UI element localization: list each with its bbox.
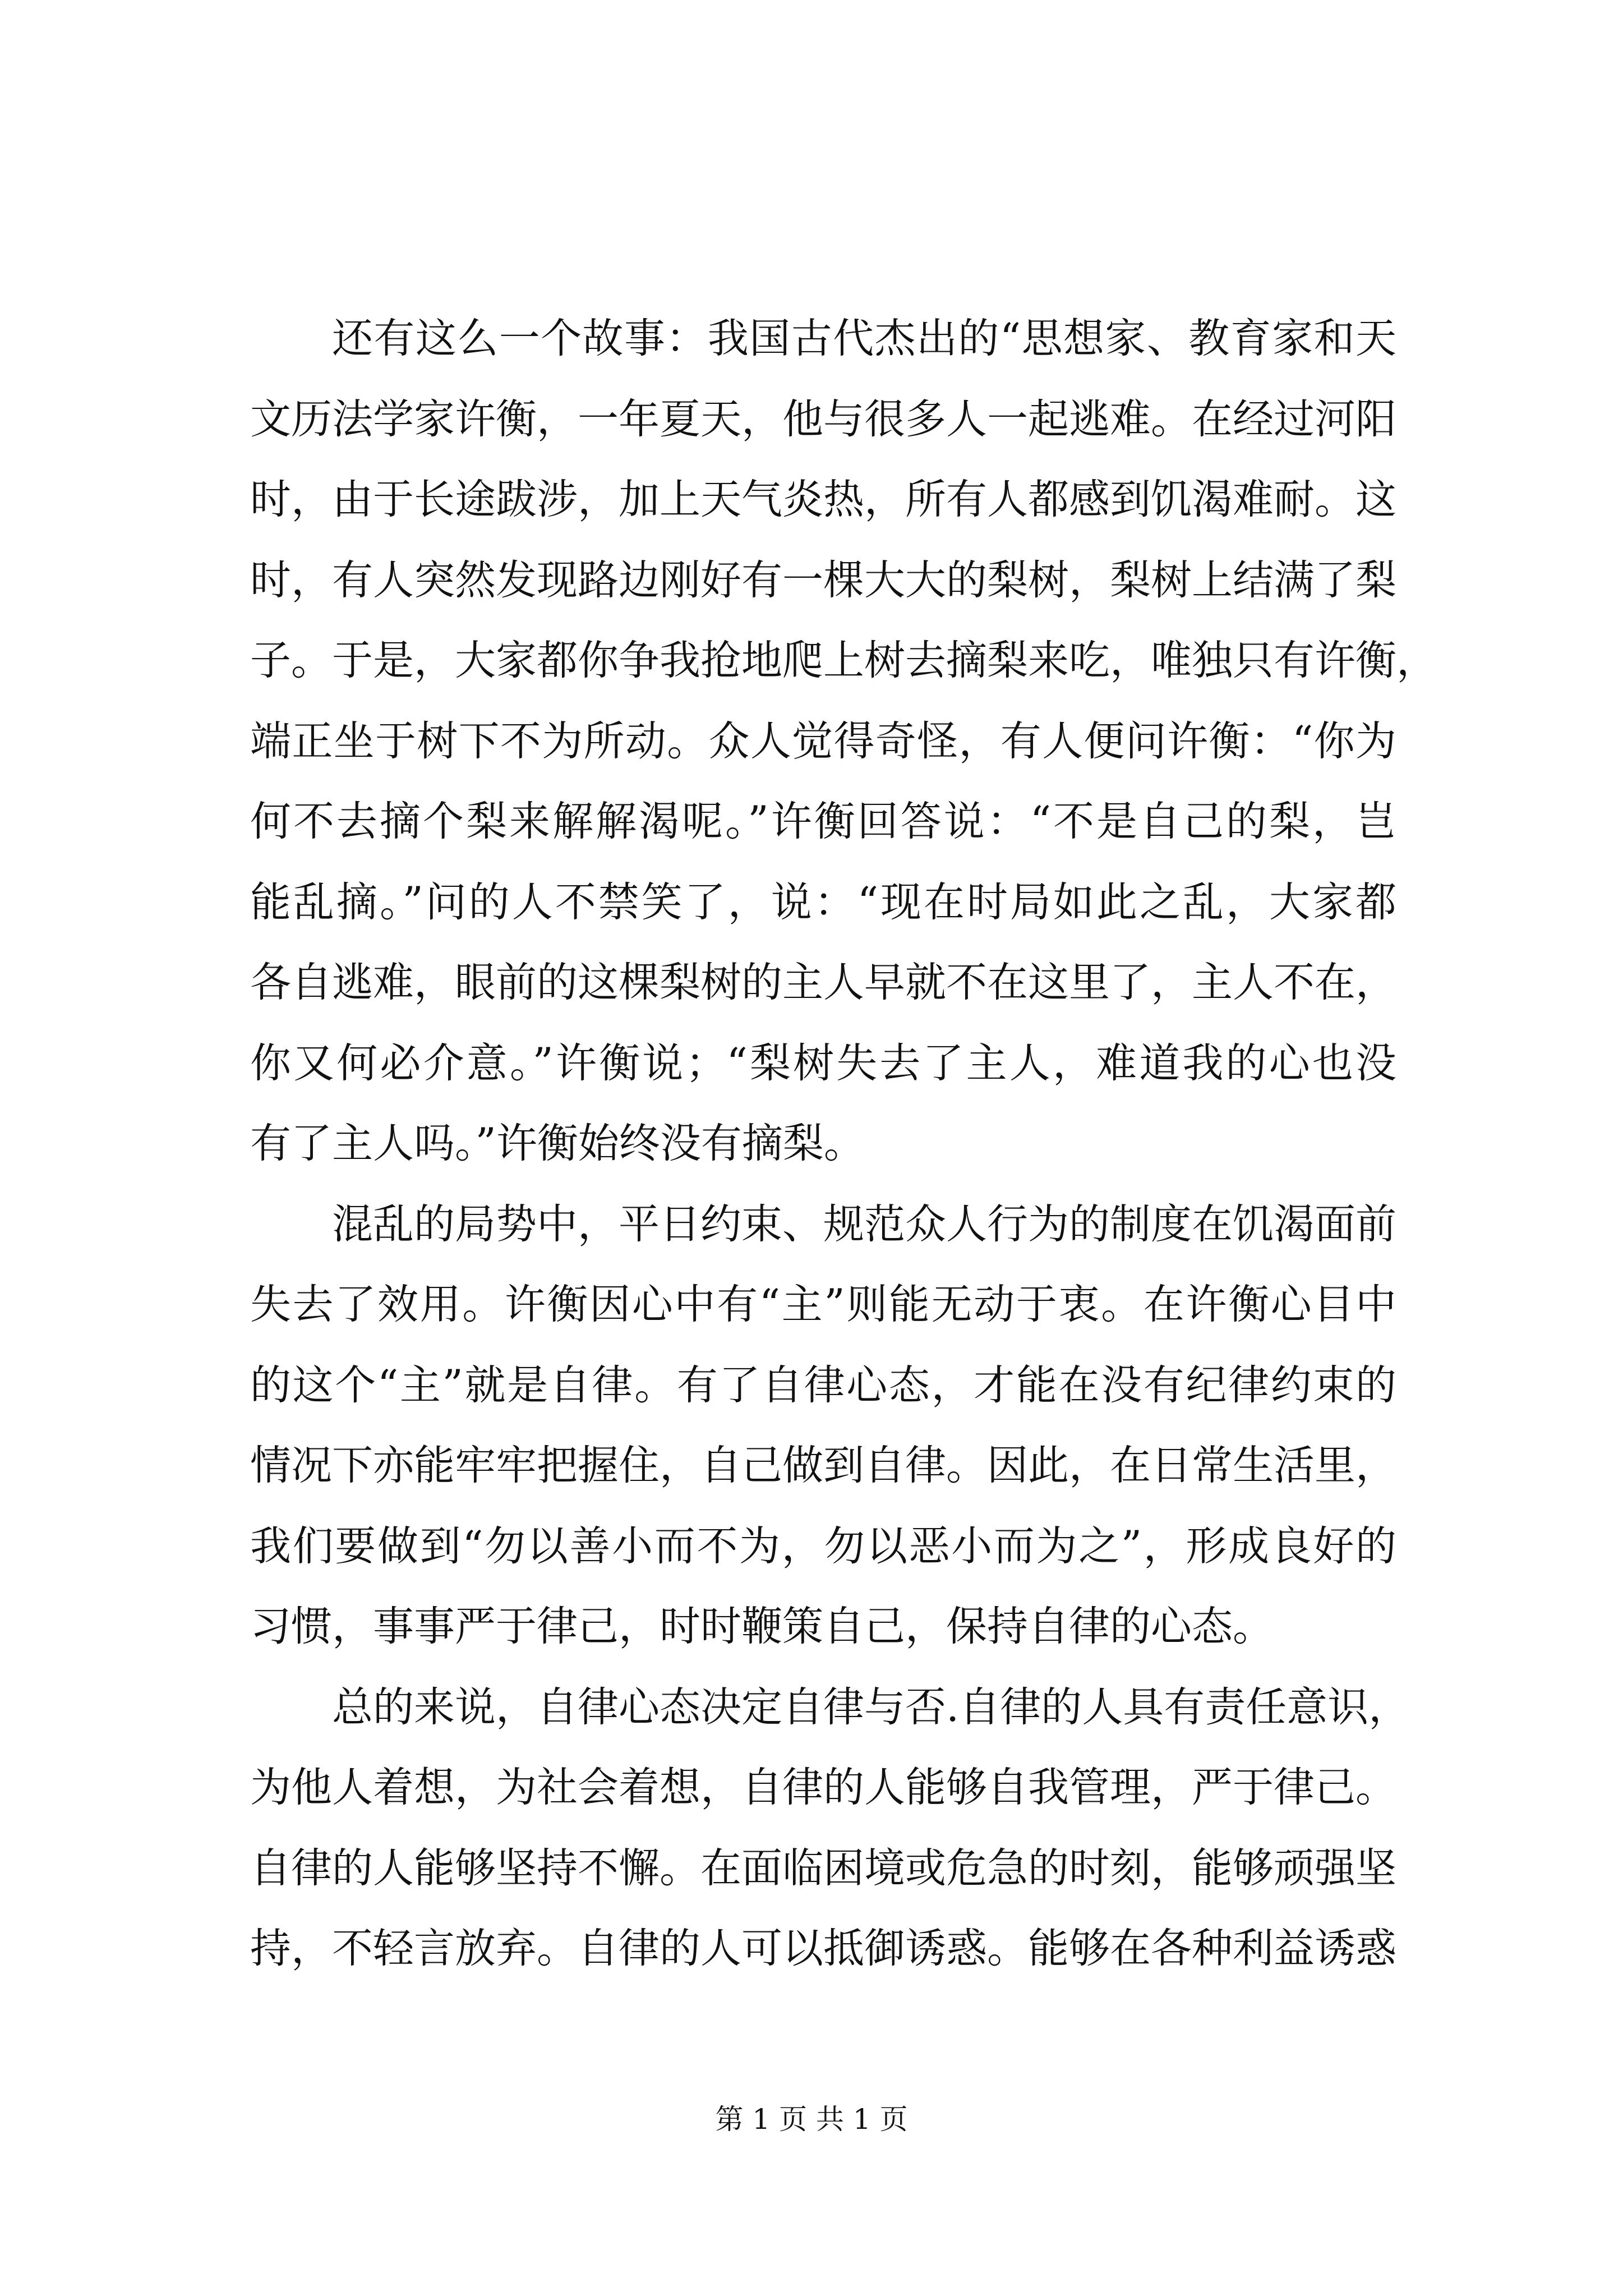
- paragraph-2-line-2: 失去了效用。许衡因心中有“主”则能无动于衷。在许衡心目中: [250, 1281, 1396, 1328]
- paragraph-2-line-5: 我们要做到“勿以善小而不为，勿以恶小而为之”，形成良好的: [250, 1522, 1396, 1570]
- paragraph-1-line-4: 时，有人突然发现路边刚好有一棵大大的梨树，梨树上结满了梨: [250, 556, 1396, 604]
- paragraph-2-line-4: 情况下亦能牢牢把握住，自己做到自律。因此，在日常生活里，: [250, 1442, 1396, 1489]
- paragraph-1-line-6: 端正坐于树下不为所动。众人觉得奇怪，有人便问许衡：“你为: [250, 717, 1396, 765]
- paragraph-1-line-7: 何不去摘个梨来解解渴呢。”许衡回答说：“不是自己的梨，岂: [250, 798, 1396, 845]
- paragraph-3-line-1: 总的来说，自律心态决定自律与否.自律的人具有责任意识，: [332, 1683, 1410, 1731]
- paragraph-3-line-4: 持，不轻言放弃。自律的人可以抵御诱惑。能够在各种利益诱惑: [250, 1925, 1396, 1972]
- paragraph-3-line-2: 为他人着想，为社会着想，自律的人能够自我管理，严于律己。: [250, 1764, 1396, 1811]
- paragraph-1-line-8: 能乱摘。”问的人不禁笑了，说：“现在时局如此之乱，大家都: [250, 878, 1396, 926]
- paragraph-1-line-2: 文历法学家许衡，一年夏天，他与很多人一起逃难。在经过河阳: [250, 395, 1396, 443]
- paragraph-1-line-9: 各自逃难，眼前的这棵梨树的主人早就不在这里了，主人不在，: [250, 959, 1396, 1006]
- paragraph-3-line-3: 自律的人能够坚持不懈。在面临困境或危急的时刻，能够顽强坚: [250, 1844, 1396, 1892]
- paragraph-2-line-6: 习惯，事事严于律己，时时鞭策自己，保持自律的心态。: [250, 1603, 1274, 1650]
- document-body: [250, 298, 1437, 1989]
- paragraph-1-line-5: 子。于是，大家都你争我抢地爬上树去摘梨来吃，唯独只有许衡，: [250, 637, 1437, 684]
- page-number-footer: 第 1 页 共 1 页: [715, 2103, 908, 2136]
- paragraph-1-line-11: 有了主人吗。”许衡始终没有摘梨。: [250, 1120, 865, 1167]
- paragraph-1-line-10: 你又何必介意。”许衡说；“梨树失去了主人，难道我的心也没: [250, 1039, 1396, 1087]
- paragraph-1-line-1: 还有这么一个故事：我国古代杰出的“思想家、教育家和天: [332, 315, 1396, 362]
- paragraph-2-line-3: 的这个“主”就是自律。有了自律心态，才能在没有纪律约束的: [250, 1361, 1396, 1409]
- paragraph-2-line-1: 混乱的局势中，平日约束、规范众人行为的制度在饥渴面前: [332, 1200, 1396, 1248]
- paragraph-1-line-3: 时，由于长途跋涉，加上天气炎热，所有人都感到饥渴难耐。这: [250, 476, 1396, 523]
